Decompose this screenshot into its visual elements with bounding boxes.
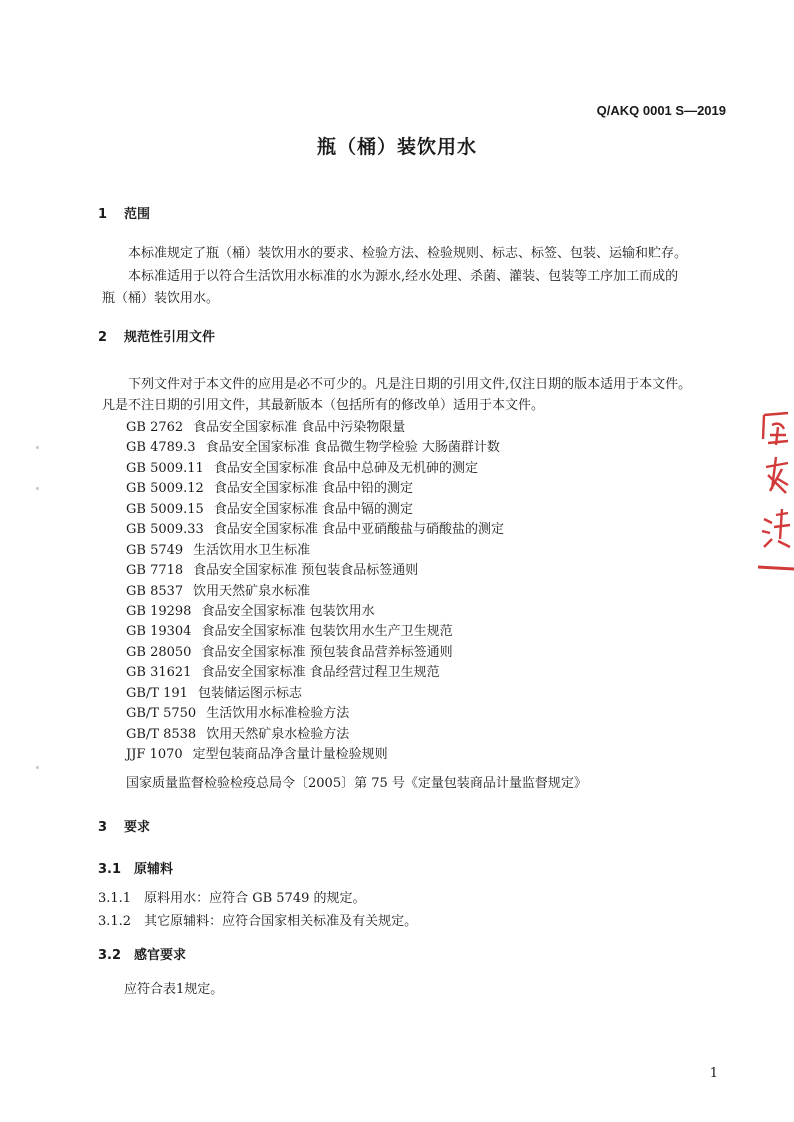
reference-code: GB 2762 bbox=[126, 420, 184, 435]
section-2-heading bbox=[98, 326, 215, 345]
reference-name: 定型包装商品净含量计量检验规则 bbox=[192, 747, 388, 762]
scan-speck bbox=[36, 487, 39, 490]
reference-item bbox=[126, 600, 375, 619]
reference-name: 食品安全国家标准 食品经营过程卫生规范 bbox=[201, 665, 440, 681]
section-1-para-2-line-2: 瓶（桶）装饮用水。 bbox=[102, 291, 220, 306]
reference-item bbox=[126, 620, 453, 639]
reference-code: GB 8537 bbox=[126, 583, 184, 599]
reference-code: GB 5009.15 bbox=[126, 501, 204, 517]
reference-name: 生活饮用水标准检验方法 bbox=[206, 706, 350, 722]
reference-code: GB/T 5750 bbox=[126, 706, 197, 722]
subsection-title: 感官要求 bbox=[134, 948, 187, 963]
clause-3-1-1: 3.1.1 原料用水：应符合 GB 5749 的规定。 bbox=[98, 891, 366, 906]
reference-item bbox=[126, 498, 413, 517]
reference-code: GB 31621 bbox=[126, 665, 192, 681]
subsection-title: 原辅料 bbox=[134, 862, 174, 877]
subsection-3-2-heading bbox=[98, 944, 186, 963]
reference-name: 食品安全国家标准 食品中亚硝酸盐与硝酸盐的测定 bbox=[213, 522, 504, 538]
reference-decree: 国家质量监督检验检疫总局令〔2005〕第 75 号《定量包装商品计量监督规定》 bbox=[126, 776, 587, 791]
reference-code: GB 4789.3 bbox=[126, 440, 196, 456]
reference-name: 食品安全国家标准 食品微生物学检验 大肠菌群计数 bbox=[205, 440, 500, 456]
section-number: 2 bbox=[98, 330, 108, 345]
reference-item bbox=[126, 743, 388, 762]
reference-code: GB 19304 bbox=[126, 624, 192, 640]
document-title: 瓶（桶）装饮用水 bbox=[316, 136, 477, 158]
reference-item bbox=[126, 477, 413, 496]
reference-code: GB 7718 bbox=[126, 563, 184, 579]
section-2-intro-line-2: 凡是不注日期的引用文件，其最新版本（包括所有的修改单）适用于本文件。 bbox=[102, 398, 545, 413]
reference-item bbox=[126, 416, 405, 435]
reference-name: 食品安全国家标准 包装饮用水 bbox=[201, 604, 375, 619]
reference-name: 饮用天然矿泉水检验方法 bbox=[206, 726, 350, 742]
reference-item bbox=[126, 580, 310, 599]
clause-3-2-text: 应符合表1规定。 bbox=[124, 982, 224, 997]
reference-code: GB/T 191 bbox=[126, 685, 188, 701]
reference-code: GB 5009.11 bbox=[126, 460, 204, 476]
seal-stamp-icon bbox=[758, 405, 794, 575]
reference-item bbox=[126, 702, 349, 721]
document-code: Q/AKQ 0001 S—2019 bbox=[596, 103, 726, 118]
reference-name: 食品安全国家标准 预包装食品营养标签通则 bbox=[201, 644, 453, 660]
reference-code: GB/T 8538 bbox=[126, 726, 197, 742]
reference-name: 生活饮用水卫生标准 bbox=[193, 542, 311, 558]
reference-name: 食品安全国家标准 预包装食品标签通则 bbox=[193, 563, 419, 579]
subsection-number: 3.2 bbox=[98, 948, 122, 963]
reference-item bbox=[126, 661, 440, 680]
section-title: 规范性引用文件 bbox=[124, 330, 216, 345]
reference-item bbox=[126, 641, 453, 660]
reference-item bbox=[126, 682, 302, 701]
section-3-heading bbox=[98, 816, 150, 835]
clause-3-1-2: 3.1.2 其它原辅料：应符合国家相关标准及有关规定。 bbox=[98, 914, 418, 929]
subsection-number: 3.1 bbox=[98, 862, 122, 877]
section-title: 要求 bbox=[124, 820, 151, 835]
reference-name: 包装储运图示标志 bbox=[197, 685, 302, 701]
reference-name: 食品安全国家标准 食品中总砷及无机砷的测定 bbox=[213, 460, 478, 476]
scan-speck bbox=[36, 446, 39, 449]
section-title: 范围 bbox=[124, 207, 151, 222]
reference-name: 食品安全国家标准 食品中铅的测定 bbox=[213, 481, 413, 497]
page-number: 1 bbox=[709, 1066, 718, 1081]
reference-name: 食品安全国家标准 食品中污染物限量 bbox=[193, 420, 406, 435]
reference-item bbox=[126, 518, 504, 537]
reference-item bbox=[126, 436, 500, 455]
reference-code: GB 5009.12 bbox=[126, 481, 204, 497]
section-number: 1 bbox=[98, 207, 108, 222]
reference-name: 食品安全国家标准 包装饮用水生产卫生规范 bbox=[201, 624, 453, 640]
subsection-3-1-heading bbox=[98, 858, 173, 877]
reference-code: GB 28050 bbox=[126, 644, 192, 660]
reference-code: GB 5749 bbox=[126, 542, 184, 558]
reference-name: 食品安全国家标准 食品中镉的测定 bbox=[213, 501, 413, 517]
reference-item bbox=[126, 559, 418, 578]
section-1-para-1: 本标准规定了瓶（桶）装饮用水的要求、检验方法、检验规则、标志、标签、包装、运输和贮存。 bbox=[128, 246, 688, 261]
scan-speck bbox=[36, 766, 39, 769]
section-2-intro-line-1: 下列文件对于本文件的应用是必不可少的。凡是注日期的引用文件,仅注日期的版本适用于本文件。 bbox=[128, 377, 692, 392]
section-1-heading bbox=[98, 203, 150, 222]
reference-name: 饮用天然矿泉水标准 bbox=[193, 583, 311, 599]
reference-code: GB 5009.33 bbox=[126, 522, 204, 538]
reference-code: JJF 1070 bbox=[126, 747, 183, 762]
reference-item bbox=[126, 723, 349, 742]
reference-item bbox=[126, 457, 478, 476]
reference-code: GB 19298 bbox=[126, 604, 192, 619]
reference-item bbox=[126, 539, 310, 558]
section-number: 3 bbox=[98, 820, 108, 835]
section-1-para-2-line-1: 本标准适用于以符合生活饮用水标准的水为源水,经水处理、杀菌、灌装、包装等工序加工而成的 bbox=[128, 269, 679, 284]
